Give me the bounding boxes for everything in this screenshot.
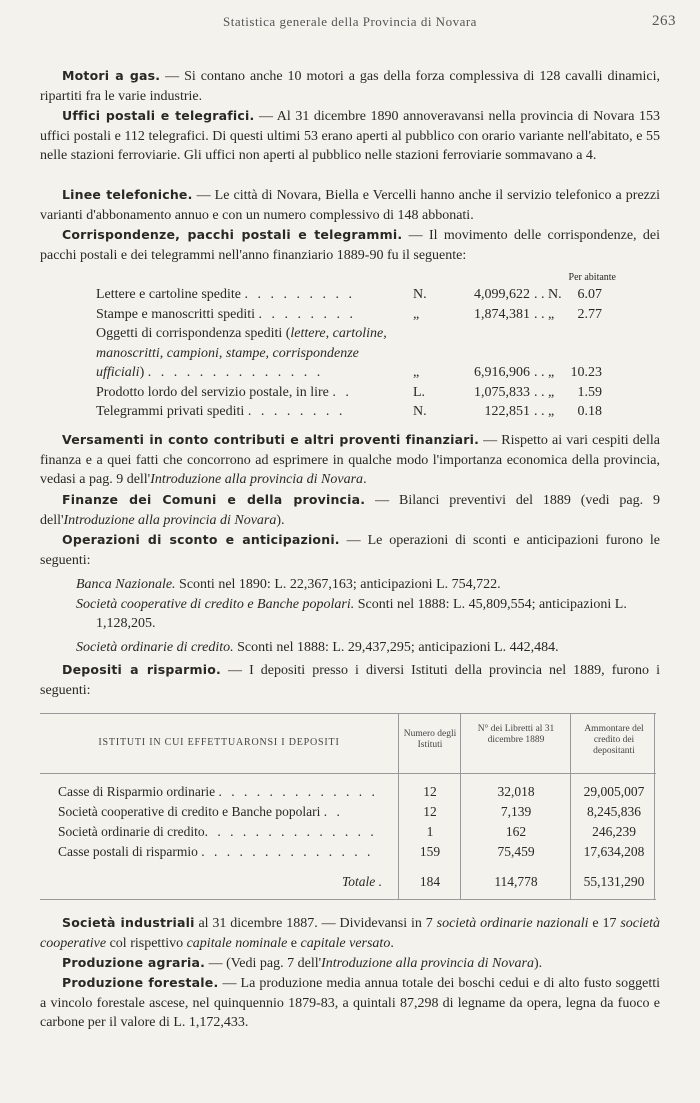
cell-number: 12 [423,784,437,799]
postal-statistics [96,272,616,422]
deposits-table [40,713,656,900]
postal-unit: N. [413,287,427,302]
heading-sconti: Operazioni di sconto e anticipazioni. [62,532,340,547]
table-row [40,804,656,824]
ref-introduzione: Introduzione alla provincia di Novara [63,512,277,528]
per-capita-value: 6.07 [577,287,602,302]
postal-label-italic: manoscritti, campioni, stampe, corrispondenze [96,345,359,361]
postal-unit: L. [413,384,426,400]
heading-versamenti: Versamenti in conto contributi e altri proventi finanziari. [62,432,480,447]
text-industriali: e 17 [588,916,621,931]
section-sconti [40,530,660,570]
postal-unit: „ [413,365,420,380]
text-depositi: — I depositi presso i diversi Istituti della provincia nel 1889, furono i seguenti: [40,663,661,698]
postal-row [96,305,616,325]
sconti-item [76,575,660,595]
postal-value: 1,075,833 [474,384,530,400]
postal-row [96,324,616,344]
text-agraria: — (Vedi pag. 7 dell' [205,956,322,971]
column-header: N° dei Libretti al 31 dicembre 1889 [477,724,555,745]
table-total-row [40,874,656,894]
text-italic: società ordinarie nazionali [436,916,589,931]
text-industriali: . [390,935,394,951]
postal-value: 122,851 [484,404,530,419]
institute-name: Società ordinarie di credito [58,824,205,839]
ref-introduzione: Introduzione alla provincia di Novara [321,956,534,971]
text-tail: ). [276,512,285,528]
page-number: 263 [652,13,676,29]
text-versamenti: — Rispetto ai vari cespiti della finanza e a quei fatti che concorrono ad esprimere in qualche modo l'importanza economica della provincia, vedasi a pag. 9 dell' [40,433,661,488]
cell-number: 12 [423,804,437,819]
per-capita-unit: . . „ [534,365,555,380]
sconti-text: Sconti nel 1890: L. 22,367,163; anticipazioni L. 754,722. [175,577,501,592]
section-uffici [40,106,660,166]
leader-dots: . . . . . . . . . . . . . [218,784,378,799]
per-capita-unit: . . „ [534,404,555,419]
per-capita-unit: . . „ [534,306,555,322]
postal-unit: „ [413,306,420,322]
section-agraria [40,953,660,974]
sconti-item [76,638,660,658]
postal-row-cont [96,344,616,364]
text-tail: ). [533,956,543,971]
section-industriali [40,913,660,953]
heading-uffici: Uffici postali e telegrafici. [62,108,255,123]
heading-motori: Motori a gas. [62,68,161,83]
section-forestale [40,973,660,1033]
leader-dots: . . . . . . . . . . . . . . [204,824,377,839]
institute-name: Casse di Risparmio ordinarie [58,784,216,799]
running-head [0,14,700,34]
section-motori [40,66,660,106]
postal-label-italic: ufficiali [96,365,140,380]
heading-depositi: Depositi a risparmio. [62,662,221,677]
postal-label: Oggetti di corrispondenza spediti ( [96,326,291,341]
cell-amount: 246,239 [592,824,636,839]
running-title: Statistica generale della Provincia di Novara [223,14,477,29]
postal-row [96,383,616,403]
text-industriali: e [287,935,301,951]
text-telefoniche: — Le città di Novara, Biella e Vercelli hanno anche il servizio telefonico a prezzi varianti d'abbonamento annuo e con un numero complessivo di 148 abbonati. [40,188,660,223]
ref-introduzione: Introduzione alla provincia di Novara [150,472,364,488]
total-label: Totale . [341,874,382,889]
table-row [40,784,656,804]
leader-dots: . . [332,384,352,400]
per-capita-header: Per abitante [568,272,616,283]
column-header: Numero degli Istituti [403,729,457,750]
leader-dots: . . [323,804,343,819]
postal-unit: N. [413,404,427,419]
heading-industriali: Società industriali [62,915,195,930]
cell-amount: 29,005,007 [583,784,645,799]
institute-name: Società cooperative di credito e Banche popolari [58,804,321,819]
cell-number: 159 [419,844,441,859]
heading-telefoniche: Linee telefoniche. [62,187,193,202]
section-finanze [40,490,660,530]
postal-value: 1,874,381 [474,306,530,322]
text-sconti: — Le operazioni di sconti e anticipazioni furono le seguenti: [40,533,661,568]
cell-libretti: 7,139 [500,804,532,819]
cell-number: 1 [426,824,434,839]
sconti-item [76,595,660,634]
postal-value: 4,099,622 [474,287,530,302]
postal-row [96,285,616,305]
total-amount: 55,131,290 [583,874,645,889]
text-industriali: al 31 dicembre 1887. — Dividevansi in 7 [194,916,437,931]
postal-label-italic: lettere, cartoline, [290,326,387,341]
cell-libretti: 32,018 [497,784,535,799]
leader-dots: . . . . . . . . [258,306,357,322]
text-finanze: — Bilanci preventivi del 1889 (vedi pag. 9 dell' [40,493,660,528]
postal-label: Stampe e manoscritti spediti [96,306,256,322]
heading-finanze: Finanze dei Comuni e della provincia. [62,492,366,507]
per-capita-value: 10.23 [570,365,602,380]
postal-label: Prodotto lordo del servizio postale, in lire [96,384,329,400]
section-depositi [40,660,660,700]
text-corrispondenze: — Il movimento delle corrispondenze, dei pacchi postali e dei telegrammi nell'anno finanziario 1889-90 fu il seguente: [40,228,660,263]
per-capita-value: 2.77 [577,306,602,322]
table-row [40,824,656,844]
text-forestale: — La produzione media annua totale dei boschi cedui e di alto fusto soggetti a vincolo forestale ascese, nel quinquennio 1879-83, a quintali 87,298 di legname da opera, legna da fuoco e carbone per il valore di L. 1,172,433. [40,976,660,1031]
column-header: Ammontare del credito dei depositanti [584,724,644,756]
sconti-text: Sconti nel 1888: L. 29,437,295; anticipazioni L. 442,484. [233,639,559,655]
text-tail: . [363,472,367,488]
sconti-institute: Società cooperative di credito e Banche popolari. [76,596,355,612]
heading-corrispondenze: Corrispondenze, pacchi postali e telegrammi. [62,227,403,242]
leader-dots: . . . . . . . . [247,404,346,419]
cell-amount: 8,245,836 [587,804,641,819]
institute-name: Casse postali di risparmio [58,844,198,859]
section-versamenti [40,430,660,490]
cell-libretti: 75,459 [497,844,535,859]
total-libretti: 114,778 [494,874,538,889]
section-corrispondenze [40,225,660,265]
column-header: ISTITUTI IN CUI EFFETTUARONSI I DEPOSITI [98,737,340,748]
leader-dots: . . . . . . . . . [244,287,355,302]
postal-label: Telegrammi privati spediti [96,404,245,419]
section-telefoniche [40,185,660,225]
postal-label: Lettere e cartoline spedite [96,287,241,302]
text-italic: capitale nominale [186,935,288,951]
text-uffici: — Al 31 dicembre 1890 annoveravansi nella provincia di Novara 153 uffici postali e 112 telegrafici. Di questi ultimi 53 erano aperti al pubblico con orario variante nell'abitato, e 55 nelle stazioni ferroviarie. Gli uffici non aperti al pubblico nelle stazioni ferroviarie sommavano a 4. [40,109,660,164]
per-capita-value: 1.59 [577,384,602,400]
per-capita-unit: . . N. [534,287,562,302]
text-motori: — Si contano anche 10 motori a gas della forza complessiva di 128 cavalli dinamici, ripartiti fra le varie industrie. [40,69,660,104]
postal-value: 6,916,906 [474,365,530,380]
sconti-institute: Società ordinarie di credito. [76,639,234,655]
per-capita-unit: . . „ [534,384,555,400]
text-industriali: col rispettivo [106,935,187,951]
heading-agraria: Produzione agraria. [62,955,206,970]
leader-dots: . . . . . . . . . . . . . . [147,365,324,380]
cell-libretti: 162 [505,824,527,839]
heading-forestale: Produzione forestale. [62,975,219,990]
sconti-institute: Banca Nazionale. [76,577,176,592]
table-header-rule [40,773,656,774]
postal-row-cont [96,363,616,383]
postal-row [96,402,616,422]
text-italic: società cooperative [40,916,661,951]
leader-dots: . . . . . . . . . . . . . . [201,844,374,859]
sconti-text: Sconti nel 1888: L. 45,809,554; anticipazioni L. 1,128,205. [96,596,627,631]
text-italic: capitale versato [300,935,391,951]
total-number: 184 [419,874,441,889]
sconti-list [40,575,660,657]
per-capita-value: 0.18 [577,404,602,419]
table-row [40,844,656,864]
cell-amount: 17,634,208 [583,844,645,859]
postal-label-tail: ) [139,365,145,380]
